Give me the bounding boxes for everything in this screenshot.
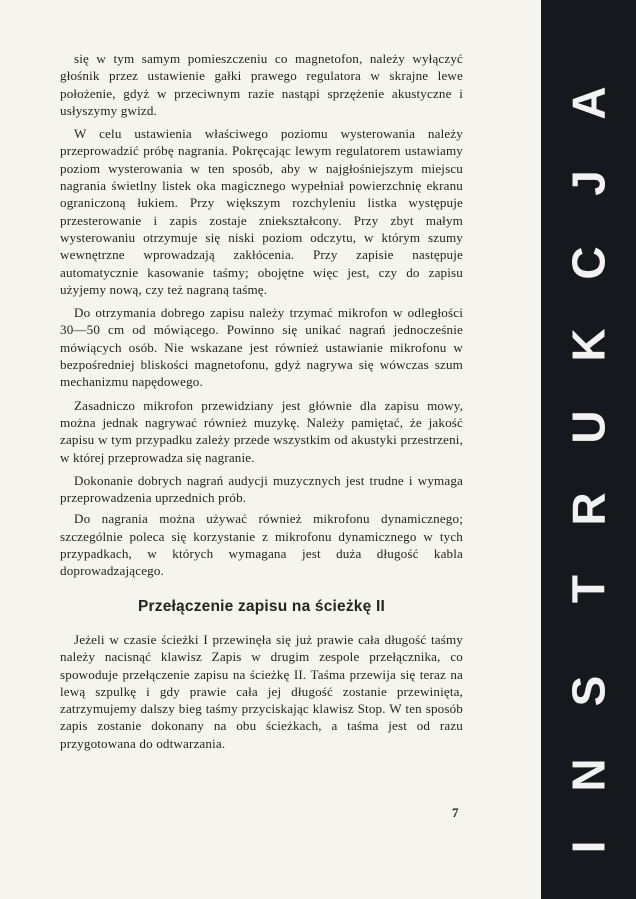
sidebar-letter: U bbox=[562, 410, 615, 444]
paragraph: Do nagrania można używać również mikrofonu dynamicznego; szczególnie poleca się korzystanie z mikrofonu dynamicznego w tych przypadkach, w których wymagana jest duża długość kabla doprowadzającego. bbox=[60, 511, 463, 579]
paragraph: Do otrzymania dobrego zapisu należy trzymać mikrofon w odległości 30—50 cm od mówiącego. Powinno się unikać nagrań jednocześnie mówiących osób. Nie wskazane jest również ustawianie mikrofonu w bezpośredniej bliskości magnetofonu, gdyż nagrywa się wówczas szum mechanizmu napędowego. bbox=[60, 305, 463, 390]
section-heading: Przełączenie zapisu na ścieżkę II bbox=[138, 597, 385, 615]
sidebar-letter: T bbox=[562, 574, 615, 604]
sidebar-letter: S bbox=[562, 675, 615, 707]
paragraph: się w tym samym pomieszczeniu co magnetofon, należy wyłączyć głośnik przez ustawienie gałki prawego regulatora w skrajne lewe położenie, gdyż w przeciwnym razie nastąpi sprzężenie akustyczne i usłyszymy gwizd. bbox=[60, 51, 463, 118]
sidebar-letter: K bbox=[562, 328, 615, 362]
paragraph: W celu ustawienia właściwego poziomu wysterowania należy przeprowadzić próbę nagrania. Pokręcając lewym regulatorem ustawiamy poziom wysterowania w ten sposób, aby w najgłośniejszym miejscu nagrania świetlny listek oka magicznego wypełniał powierzchnię ekranu ograniczoną łukiem. Przy większym rozchyleniu listka występuje przesterowanie i zapis zostaje zniekształcony. Przy zbyt małym wysterowaniu otrzymuje się niski poziom odczytu, w którym szumy wewnętrzne wprowadzają zakłócenia. Przy zapisie następuje automatycznie kasowanie taśmy; obojętne więc jest, czy do zapisu użyjemy nową, czy też nagraną taśmę. bbox=[60, 126, 463, 297]
sidebar-letter: C bbox=[562, 246, 615, 280]
sidebar-letter: R bbox=[562, 492, 615, 526]
body-text bbox=[60, 50, 463, 758]
paragraph: Jeżeli w czasie ścieżki I przewinęła się już prawie cała długość taśmy należy nacisnąć klawisz Zapis w drugim zespole przełącznika, co spowoduje przełączenie zapisu na ścieżkę II. Taśma przewija się teraz na lewą szpulkę i gdy prawie cała jej długość zostanie przewinięta, zatrzymujemy dalszy bieg taśmy przyciskając klawisz Stop. W ten sposób zapis zostanie dokonany na obu ścieżkach, a taśma jest od razu przygotowana do odtwarzania. bbox=[60, 631, 463, 751]
sidebar-letter: I bbox=[562, 840, 615, 854]
page-number: 7 bbox=[452, 805, 459, 820]
sidebar-letter: A bbox=[562, 86, 615, 120]
sidebar-letter: N bbox=[562, 758, 615, 792]
sidebar-letter: J bbox=[562, 170, 615, 196]
paragraph: Dokonanie dobrych nagrań audycji muzycznych jest trudne i wymaga przeprowadzenia uprzednich prób. bbox=[60, 472, 463, 506]
sidebar-banner bbox=[541, 0, 636, 899]
sidebar-word bbox=[541, 0, 636, 899]
paragraph: Zasadniczo mikrofon przewidziany jest głównie dla zapisu mowy, można jednak nagrywać również muzykę. Należy pamiętać, że jakość zapisu w tym przypadku zależy przede wszystkim od akustyki przestrzeni, w której przeprowadza się nagranie. bbox=[60, 397, 463, 465]
